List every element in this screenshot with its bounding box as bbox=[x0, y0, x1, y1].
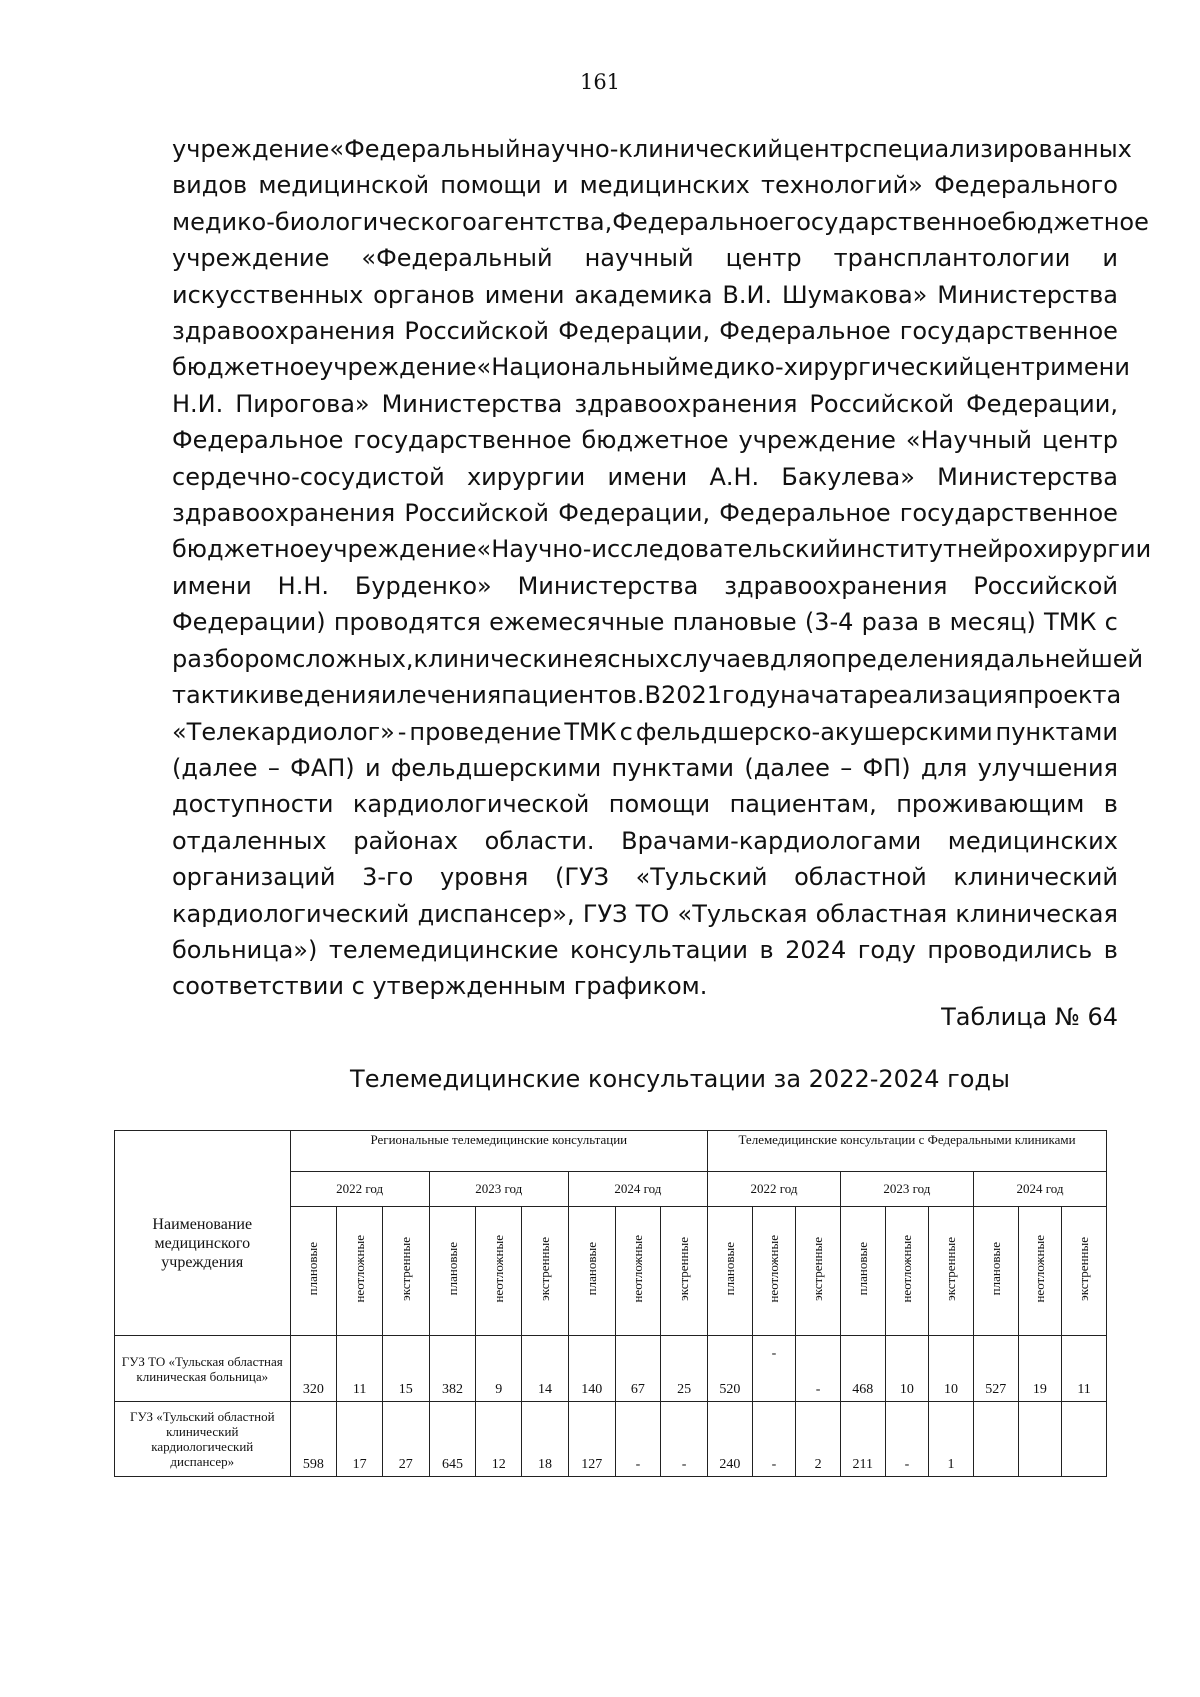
body-text-word: (ГУЗ bbox=[554, 863, 609, 892]
body-text-word: кардиологической bbox=[352, 790, 590, 819]
body-text-word: 2024 bbox=[785, 935, 847, 964]
table-cell: 645 bbox=[429, 1402, 476, 1477]
body-text-word: для bbox=[920, 753, 968, 782]
body-text-word: В.И. bbox=[722, 280, 773, 309]
year-header: 2023 год bbox=[840, 1172, 973, 1207]
body-text-word: Российской bbox=[809, 389, 955, 418]
type-header bbox=[973, 1207, 1018, 1336]
body-text-word: соответствии с утвержденным графиком. bbox=[172, 972, 708, 1001]
body-text-line bbox=[172, 313, 1118, 349]
body-text-word: Федеральное bbox=[719, 317, 891, 346]
type-header-label: экстренные bbox=[397, 1237, 413, 1301]
body-text-word: Федерального bbox=[934, 171, 1118, 200]
year-header: 2022 год bbox=[290, 1172, 429, 1207]
body-text-word: раза bbox=[861, 608, 920, 637]
body-text-word: Федерации, bbox=[966, 389, 1118, 418]
body-text-word: «Научный bbox=[905, 426, 1032, 455]
body-text-word: клинический bbox=[953, 863, 1118, 892]
table-cell: 211 bbox=[840, 1402, 885, 1477]
body-text-word: хирургии bbox=[466, 462, 586, 491]
body-text-word: медико-биологического bbox=[172, 207, 477, 236]
body-text-line bbox=[172, 240, 1118, 276]
table-cell: - bbox=[661, 1402, 708, 1477]
table-cell: 2 bbox=[796, 1402, 841, 1477]
body-text-word: искусственных bbox=[172, 280, 364, 309]
body-text-word: бюджетное bbox=[581, 426, 729, 455]
body-text-word: 3-го bbox=[362, 863, 414, 892]
body-text-line bbox=[172, 823, 1118, 859]
body-text-line bbox=[172, 459, 1118, 495]
body-text-line bbox=[172, 349, 1130, 385]
type-header bbox=[929, 1207, 974, 1336]
body-text-word: трансплантологии bbox=[833, 244, 1071, 273]
body-text-word: Федерации, bbox=[558, 499, 711, 528]
type-header-label: плановые bbox=[444, 1242, 460, 1296]
body-text-line bbox=[172, 786, 1118, 822]
table-cell: 11 bbox=[337, 1336, 383, 1402]
body-text-word: бюджетное bbox=[1001, 207, 1149, 236]
type-header bbox=[615, 1207, 661, 1336]
body-text-word: сердечно-сосудистой bbox=[172, 462, 445, 491]
type-header bbox=[568, 1207, 615, 1336]
table-cell: 468 bbox=[840, 1336, 885, 1402]
body-text-word: государственное bbox=[899, 499, 1118, 528]
type-header-label: экстренные bbox=[676, 1237, 692, 1301]
body-text-word: ФАП) bbox=[290, 753, 355, 782]
body-text-word: Российской bbox=[404, 499, 550, 528]
body-text-word: центр bbox=[782, 135, 859, 163]
body-text-word: лечения bbox=[396, 681, 502, 710]
body-text-word: реализация bbox=[868, 681, 1018, 710]
body-text-line bbox=[172, 714, 1118, 750]
body-text-word: помощи bbox=[608, 790, 711, 819]
type-header bbox=[752, 1207, 796, 1336]
body-text-word: в bbox=[1103, 790, 1118, 819]
body-text-word: центр bbox=[974, 353, 1051, 382]
table-cell: 67 bbox=[615, 1336, 661, 1402]
type-header-label: экстренные bbox=[943, 1237, 959, 1301]
body-text-word: случаев bbox=[669, 644, 770, 673]
body-text-word: здравоохранения bbox=[172, 499, 396, 528]
body-text-word: учреждение bbox=[319, 535, 477, 564]
body-text-word: центр bbox=[725, 244, 802, 273]
body-text-word: проведение bbox=[409, 717, 562, 746]
body-text-word: «Научно-исследовательский bbox=[476, 535, 841, 564]
table-cell: 9 bbox=[476, 1336, 522, 1402]
type-header bbox=[290, 1207, 337, 1336]
table-cell: 1 bbox=[929, 1402, 974, 1477]
body-text-word: государственное bbox=[899, 317, 1118, 346]
type-header-label: экстренные bbox=[1076, 1237, 1092, 1301]
body-text-word: «Тульский bbox=[635, 863, 768, 892]
table-title: Телемедицинские консультации за 2022-2024 годы bbox=[350, 1065, 1010, 1093]
body-text-word: имени bbox=[484, 280, 565, 309]
body-text-word: медико-хирургический bbox=[680, 353, 975, 382]
table-cell: 25 bbox=[661, 1336, 708, 1402]
body-text-line bbox=[172, 495, 1118, 531]
body-text-line bbox=[172, 568, 1118, 604]
body-text-word: фельдшерско-акушерскими bbox=[635, 717, 993, 746]
body-text-word: области. bbox=[484, 826, 595, 855]
body-text-word: нейрохирургии bbox=[956, 535, 1152, 564]
body-text-word: медицинских bbox=[947, 826, 1118, 855]
body-text-word: фельдшерскими bbox=[390, 753, 602, 782]
type-header-label: экстренные bbox=[810, 1237, 826, 1301]
body-text-word: Федеральное bbox=[172, 426, 344, 455]
table-cell: 320 bbox=[290, 1336, 337, 1402]
table-cell: 527 bbox=[973, 1336, 1018, 1402]
type-header bbox=[885, 1207, 929, 1336]
body-text-word: ГУЗ bbox=[582, 899, 628, 928]
body-text-word: пунктами bbox=[611, 753, 735, 782]
type-header bbox=[337, 1207, 383, 1336]
type-header-label: плановые bbox=[854, 1242, 870, 1296]
body-text-line bbox=[172, 968, 1118, 1004]
body-text-word: и bbox=[1102, 244, 1118, 273]
body-text-word: государственное bbox=[783, 207, 1002, 236]
body-text-word: Федеральное bbox=[612, 207, 784, 236]
body-text-word: ТМК bbox=[1044, 608, 1097, 637]
body-text-word: центр bbox=[1041, 426, 1118, 455]
table-cell: - bbox=[796, 1336, 841, 1402]
body-text-word: ФП) bbox=[862, 753, 911, 782]
body-text-word: академика bbox=[574, 280, 713, 309]
body-text-line bbox=[172, 932, 1118, 968]
body-text-word: - bbox=[397, 717, 407, 746]
organization-name: ГУЗ «Тульский областной клинический кардиологический диспансер» bbox=[115, 1402, 291, 1477]
body-text-line bbox=[172, 604, 1118, 640]
type-header bbox=[1018, 1207, 1062, 1336]
name-column-header: Наименование медицинского учреждения bbox=[115, 1131, 291, 1336]
table-cell: 520 bbox=[708, 1336, 753, 1402]
body-text-word: учреждение bbox=[319, 353, 477, 382]
body-text-word: специализированных bbox=[858, 135, 1132, 163]
table-cell: 140 bbox=[568, 1336, 615, 1402]
body-text-word: учреждение bbox=[738, 426, 896, 455]
body-text-word: ведения bbox=[274, 681, 381, 710]
body-text-word: пациентам, bbox=[729, 790, 877, 819]
body-text-word: Бакулева» bbox=[781, 462, 915, 491]
body-text-word: для bbox=[769, 644, 817, 673]
body-text-word: Федерации) bbox=[172, 608, 326, 637]
body-text-line bbox=[172, 531, 1152, 567]
body-text-word: году bbox=[722, 681, 781, 710]
body-text-word: имени bbox=[172, 571, 252, 600]
type-header bbox=[1062, 1207, 1107, 1336]
table-cell: 19 bbox=[1018, 1336, 1062, 1402]
table-cell: 12 bbox=[476, 1402, 522, 1477]
table-cell: 240 bbox=[708, 1402, 753, 1477]
table-cell: 10 bbox=[929, 1336, 974, 1402]
type-header bbox=[796, 1207, 841, 1336]
body-text-line bbox=[172, 422, 1118, 458]
body-text-word: телемедицинские bbox=[328, 935, 559, 964]
table-cell: - bbox=[885, 1402, 929, 1477]
body-text-word: здравоохранения bbox=[574, 389, 798, 418]
body-text-word: пациентов. bbox=[501, 681, 645, 710]
body-text-word: Н.И. bbox=[172, 389, 224, 418]
body-text-word: организаций bbox=[172, 863, 336, 892]
year-header: 2024 год bbox=[973, 1172, 1106, 1207]
body-text-line bbox=[172, 131, 1132, 167]
body-text-word: «Федеральный bbox=[329, 135, 521, 163]
year-header: 2023 год bbox=[429, 1172, 568, 1207]
type-header-label: плановые bbox=[987, 1242, 1003, 1296]
table-cell: - bbox=[752, 1402, 796, 1477]
type-header-label: плановые bbox=[583, 1242, 599, 1296]
body-text-word: – bbox=[267, 753, 280, 782]
body-text-word: агентства, bbox=[476, 207, 613, 236]
consultations-table bbox=[114, 1130, 1107, 1477]
body-text-word: областной bbox=[794, 863, 927, 892]
body-text-word: технологий» bbox=[761, 171, 923, 200]
body-text-word: уровня bbox=[439, 863, 529, 892]
table-cell: 127 bbox=[568, 1402, 615, 1477]
table-row bbox=[115, 1402, 1107, 1477]
body-text-word: районах bbox=[353, 826, 459, 855]
body-text-word: бюджетное bbox=[172, 353, 320, 382]
body-text-word: ТО bbox=[635, 899, 670, 928]
body-text-line bbox=[172, 167, 1118, 203]
body-text-word: «Федеральный bbox=[361, 244, 553, 273]
body-text-word: Федерации, bbox=[558, 317, 711, 346]
body-text-word: Н.Н. bbox=[277, 571, 329, 600]
body-text-word: областная bbox=[815, 899, 948, 928]
body-text-word: пунктами bbox=[995, 717, 1118, 746]
body-text-line bbox=[172, 641, 1144, 677]
body-text-word: проводились bbox=[927, 935, 1093, 964]
type-header bbox=[382, 1207, 429, 1336]
body-text-word: плановые bbox=[672, 608, 797, 637]
type-header-label: неотложные bbox=[490, 1235, 506, 1303]
body-text-word: «Телекардиолог» bbox=[172, 717, 395, 746]
body-text-word: неясных bbox=[562, 644, 670, 673]
body-text-word: учреждение bbox=[172, 135, 330, 163]
body-text-word: медицинских bbox=[579, 171, 750, 200]
type-header bbox=[840, 1207, 885, 1336]
type-header bbox=[476, 1207, 522, 1336]
body-text-word: начата bbox=[780, 681, 869, 710]
body-text-word: Врачами-кардиологами bbox=[621, 826, 922, 855]
regional-group-header: Региональные телемедицинские консультации bbox=[290, 1131, 708, 1172]
body-text-word: медицинской bbox=[258, 171, 430, 200]
type-header bbox=[429, 1207, 476, 1336]
type-header bbox=[708, 1207, 753, 1336]
body-text-line bbox=[172, 750, 1118, 786]
body-text-word: «Тульская bbox=[677, 899, 808, 928]
body-text-word: дальнейшей bbox=[983, 644, 1144, 673]
body-text-line bbox=[172, 859, 1118, 895]
body-text-word: в bbox=[1103, 935, 1118, 964]
body-text-word: институт bbox=[840, 535, 957, 564]
type-header-label: неотложные bbox=[351, 1235, 367, 1303]
body-text-word: Шумакова» bbox=[781, 280, 928, 309]
body-text-word: бюджетное bbox=[172, 535, 320, 564]
body-text-word: (3-4 bbox=[804, 608, 854, 637]
page-number: 161 bbox=[579, 70, 621, 94]
body-text-word: доступности bbox=[172, 790, 334, 819]
table-cell: 598 bbox=[290, 1402, 337, 1477]
body-text-word: здравоохранения bbox=[172, 317, 396, 346]
body-text-word: Бурденко» bbox=[354, 571, 492, 600]
body-text-word: кардиологический bbox=[172, 899, 410, 928]
body-text-line bbox=[172, 204, 1149, 240]
body-text-word: (далее bbox=[172, 753, 258, 782]
type-header bbox=[661, 1207, 708, 1336]
table-cell: - bbox=[752, 1336, 796, 1402]
body-text-word: определения bbox=[816, 644, 984, 673]
body-text-word: Министерства bbox=[381, 389, 563, 418]
body-text-word: помощи bbox=[440, 171, 542, 200]
body-text-word: Министерства bbox=[937, 462, 1118, 491]
body-text bbox=[172, 131, 1152, 1005]
table-cell: 15 bbox=[382, 1336, 429, 1402]
federal-group-header: Телемедицинские консультации с Федеральными клиниками bbox=[708, 1131, 1107, 1172]
body-text-word: с bbox=[619, 717, 633, 746]
body-text-word: органов bbox=[373, 280, 475, 309]
body-text-word: научный bbox=[584, 244, 694, 273]
body-text-word: сложных, bbox=[292, 644, 414, 673]
body-text-word: Федеральное bbox=[719, 499, 891, 528]
body-text-word: месяц) bbox=[949, 608, 1036, 637]
body-text-line bbox=[172, 277, 1118, 313]
body-text-word: ежемесячные bbox=[489, 608, 665, 637]
body-text-word: разбором bbox=[172, 644, 293, 673]
year-header: 2024 год bbox=[568, 1172, 707, 1207]
table-cell: - bbox=[615, 1402, 661, 1477]
body-text-word: Российской bbox=[404, 317, 550, 346]
table-number: Таблица № 64 bbox=[941, 1003, 1118, 1031]
table-cell: 382 bbox=[429, 1336, 476, 1402]
organization-name: ГУЗ ТО «Тульская областная клиническая больница» bbox=[115, 1336, 291, 1402]
body-text-word: учреждение bbox=[172, 244, 330, 273]
body-text-word: научно-клинический bbox=[520, 135, 783, 163]
body-text-word: клинически bbox=[413, 644, 563, 673]
body-text-word: В bbox=[644, 681, 661, 710]
body-text-word: Российской bbox=[973, 571, 1118, 600]
body-text-word: здравоохранения bbox=[724, 571, 948, 600]
body-text-word: консультации bbox=[569, 935, 748, 964]
body-text-word: Министерства bbox=[517, 571, 699, 600]
body-text-word: проживающим bbox=[896, 790, 1085, 819]
table-cell: 27 bbox=[382, 1402, 429, 1477]
table-row bbox=[115, 1336, 1107, 1402]
body-text-word: больница») bbox=[172, 935, 318, 964]
body-text-word: году bbox=[857, 935, 916, 964]
type-header bbox=[522, 1207, 569, 1336]
body-text-word: Министерства bbox=[937, 280, 1118, 309]
type-header-label: неотложные bbox=[1031, 1235, 1047, 1303]
body-text-word: улучшения bbox=[977, 753, 1118, 782]
body-text-word: Пирогова» bbox=[235, 389, 370, 418]
table-cell bbox=[1062, 1402, 1107, 1477]
body-text-word: отдаленных bbox=[172, 826, 327, 855]
type-header-label: неотложные bbox=[898, 1235, 914, 1303]
body-text-word: ТМК bbox=[564, 717, 617, 746]
year-header: 2022 год bbox=[708, 1172, 841, 1207]
body-text-word: с bbox=[1104, 608, 1118, 637]
body-text-word: имени bbox=[607, 462, 688, 491]
table-cell: 10 bbox=[885, 1336, 929, 1402]
body-text-word: тактики bbox=[172, 681, 275, 710]
type-header-label: плановые bbox=[721, 1242, 737, 1296]
type-header-label: неотложные bbox=[629, 1235, 645, 1303]
type-header-label: экстренные bbox=[536, 1237, 552, 1301]
table-cell: 14 bbox=[522, 1336, 569, 1402]
body-text-word: государственное bbox=[353, 426, 572, 455]
body-text-word: клиническая bbox=[955, 899, 1118, 928]
body-text-word: имени bbox=[1050, 353, 1130, 382]
body-text-word: А.Н. bbox=[709, 462, 760, 491]
body-text-line bbox=[172, 677, 1122, 713]
body-text-line bbox=[172, 896, 1118, 932]
body-text-word: диспансер», bbox=[417, 899, 575, 928]
table-cell bbox=[1018, 1402, 1062, 1477]
table-cell: 11 bbox=[1062, 1336, 1107, 1402]
body-text-word: «Национальный bbox=[476, 353, 681, 382]
body-text-word: (далее bbox=[744, 753, 830, 782]
type-header-label: плановые bbox=[305, 1242, 321, 1296]
table-cell: 17 bbox=[337, 1402, 383, 1477]
table-cell bbox=[973, 1402, 1018, 1477]
body-text-word: видов bbox=[172, 171, 248, 200]
body-text-line bbox=[172, 386, 1118, 422]
body-text-word: и bbox=[364, 753, 381, 782]
body-text-word: – bbox=[840, 753, 853, 782]
body-text-word: в bbox=[927, 608, 942, 637]
body-text-word: и bbox=[380, 681, 397, 710]
type-header-label: неотложные bbox=[765, 1235, 781, 1303]
body-text-word: и bbox=[552, 171, 569, 200]
body-text-word: проекта bbox=[1017, 681, 1122, 710]
body-text-word: проводятся bbox=[333, 608, 481, 637]
table-cell: 18 bbox=[522, 1402, 569, 1477]
body-text-word: в bbox=[759, 935, 774, 964]
body-text-word: 2021 bbox=[660, 681, 723, 710]
